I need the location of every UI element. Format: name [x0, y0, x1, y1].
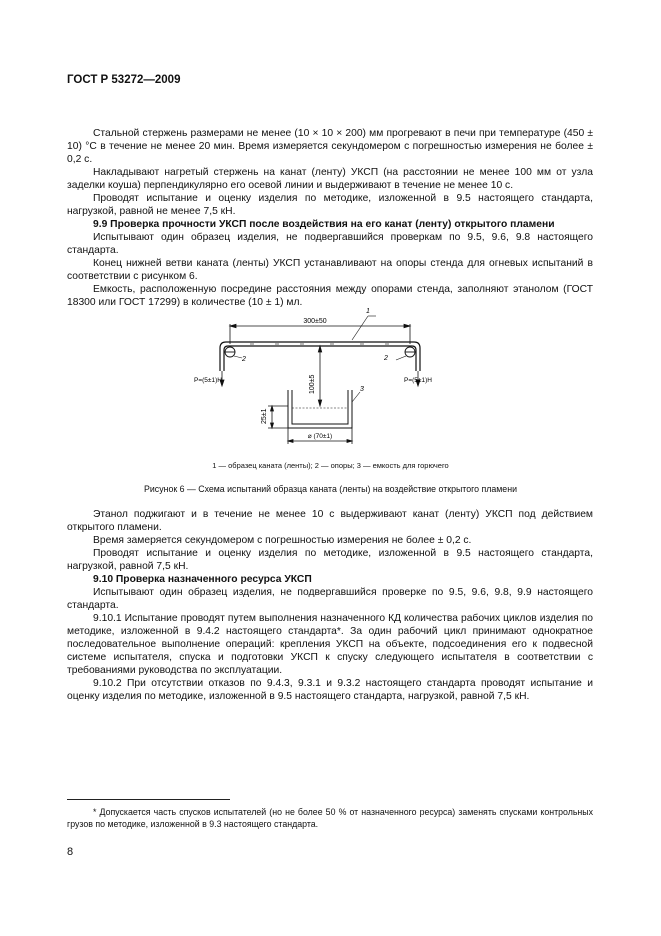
section-heading: 9.10 Проверка назначенного ресурса УКСП — [93, 574, 312, 585]
paragraph: 9.10.1 Испытание проводят путем выполнения назначенного КД количества рабочих циклов изделия по методике, изложенной в 9.4.2 настоящего стандарта*. За один рабочий цикл принимают однократное последовательное выполнение операций: крепления УКСП на объекте, подсоединения его к подвесной системе испытателя, спуска и подготовки УКСП к спуску следующего испытателя в соответствии с требованиями руководства по эксплуатации. — [67, 613, 593, 676]
footnote: * Допускается часть спусков испытателей (но не более 50 % от назначенного ресурса) заменять спусками контрольных грузов по методике, изложенной в 9.3 настоящего стандарта. — [67, 807, 593, 829]
force-right-label: P=(5±1)Н — [404, 377, 432, 384]
paragraph: Этанол поджигают и в течение не менее 10 с выдерживают канат (ленту) УКСП под действием открытого пламени. — [67, 509, 593, 533]
span-dimension — [230, 324, 410, 344]
label-2-left: 2 — [242, 356, 246, 363]
label-3: 3 — [360, 386, 364, 393]
test-scheme-figure — [180, 298, 480, 448]
paragraph: Конец нижней ветви каната (ленты) УКСП устанавливают на опоры стенда для огневых испытаний в соответствии с рисунком 6. — [67, 258, 593, 282]
page-header: ГОСТ Р 53272—2009 — [67, 74, 181, 86]
label-2-right: 2 — [384, 355, 388, 362]
force-left-label: P=(5±1)Н — [194, 377, 222, 384]
paragraph: Испытывают один образец изделия, не подвергавшийся проверкам по 9.5, 9.6, 9.8 настоящего стандарта. — [67, 232, 593, 256]
depth-dimension — [268, 406, 288, 428]
paragraph: Проводят испытание и оценку изделия по методике, изложенной в 9.5 настоящего стандарта, нагрузкой, равной не менее 7,5 кН. — [67, 193, 593, 217]
page-number: 8 — [67, 846, 74, 858]
support-left — [225, 347, 235, 357]
paragraph: 9.10.2 При отсутствии отказов по 9.4.3, 9.3.1 и 9.3.2 настоящего стандарта проводят испытание и оценку изделия по методике, изложенной в 9.5 настоящего стандарта, нагрузкой, равной 7,5 кН. — [67, 678, 593, 702]
section-heading: 9.9 Проверка прочности УКСП после воздействия на его канат (ленту) открытого пламени — [93, 219, 555, 230]
paragraph: Стальной стержень размерами не менее (10 × 10 × 200) мм прогревают в печи при температуре (450 ± 10) °С в течение не менее 20 мин. Время измеряется секундомером с погрешностью измерения не более ± 0,2 с. — [67, 128, 593, 165]
paragraph: Накладывают нагретый стержень на канат (ленту) УКСП (на расстоянии не менее 100 мм от узла заделки коуша) перпендикулярно его осевой линии и выдерживают в течение не менее 10 с. — [67, 167, 593, 191]
body-text-top — [67, 127, 593, 309]
footnote-divider — [67, 799, 230, 800]
paragraph: Емкость, расположенную посредине расстояния между опорами стенда, заполняют этанолом (ГОСТ 18300 или ГОСТ 17299) в количестве (10 ± 1) мл. — [67, 284, 593, 308]
height-dimension — [318, 346, 321, 406]
paragraph: Испытывают один образец изделия, не подвергавшийся проверке по 9.5, 9.6, 9.8, 9.9 настоящего стандарта. — [67, 587, 593, 611]
body-text-bottom — [67, 508, 593, 703]
figure-legend: 1 — образец каната (ленты); 2 — опоры; 3 — емкость для горючего — [212, 461, 449, 470]
paragraph: Время замеряется секундомером с погрешностью измерения не более ± 0,2 с. — [93, 535, 472, 546]
span-label: 300±50 — [303, 318, 327, 325]
label-1: 1 — [366, 308, 370, 315]
height-label: 100±5 — [309, 374, 316, 394]
support-right — [405, 347, 415, 357]
paragraph: Проводят испытание и оценку изделия по методике, изложенной в 9.5 настоящего стандарта, нагрузкой, равной 7,5 кН. — [67, 548, 593, 572]
depth-label: 25±1 — [261, 408, 268, 424]
diameter-label: ⌀ (70±1) — [307, 433, 333, 440]
figure-caption: Рисунок 6 — Схема испытаний образца каната (ленты) на воздействие открытого пламени — [144, 484, 517, 494]
